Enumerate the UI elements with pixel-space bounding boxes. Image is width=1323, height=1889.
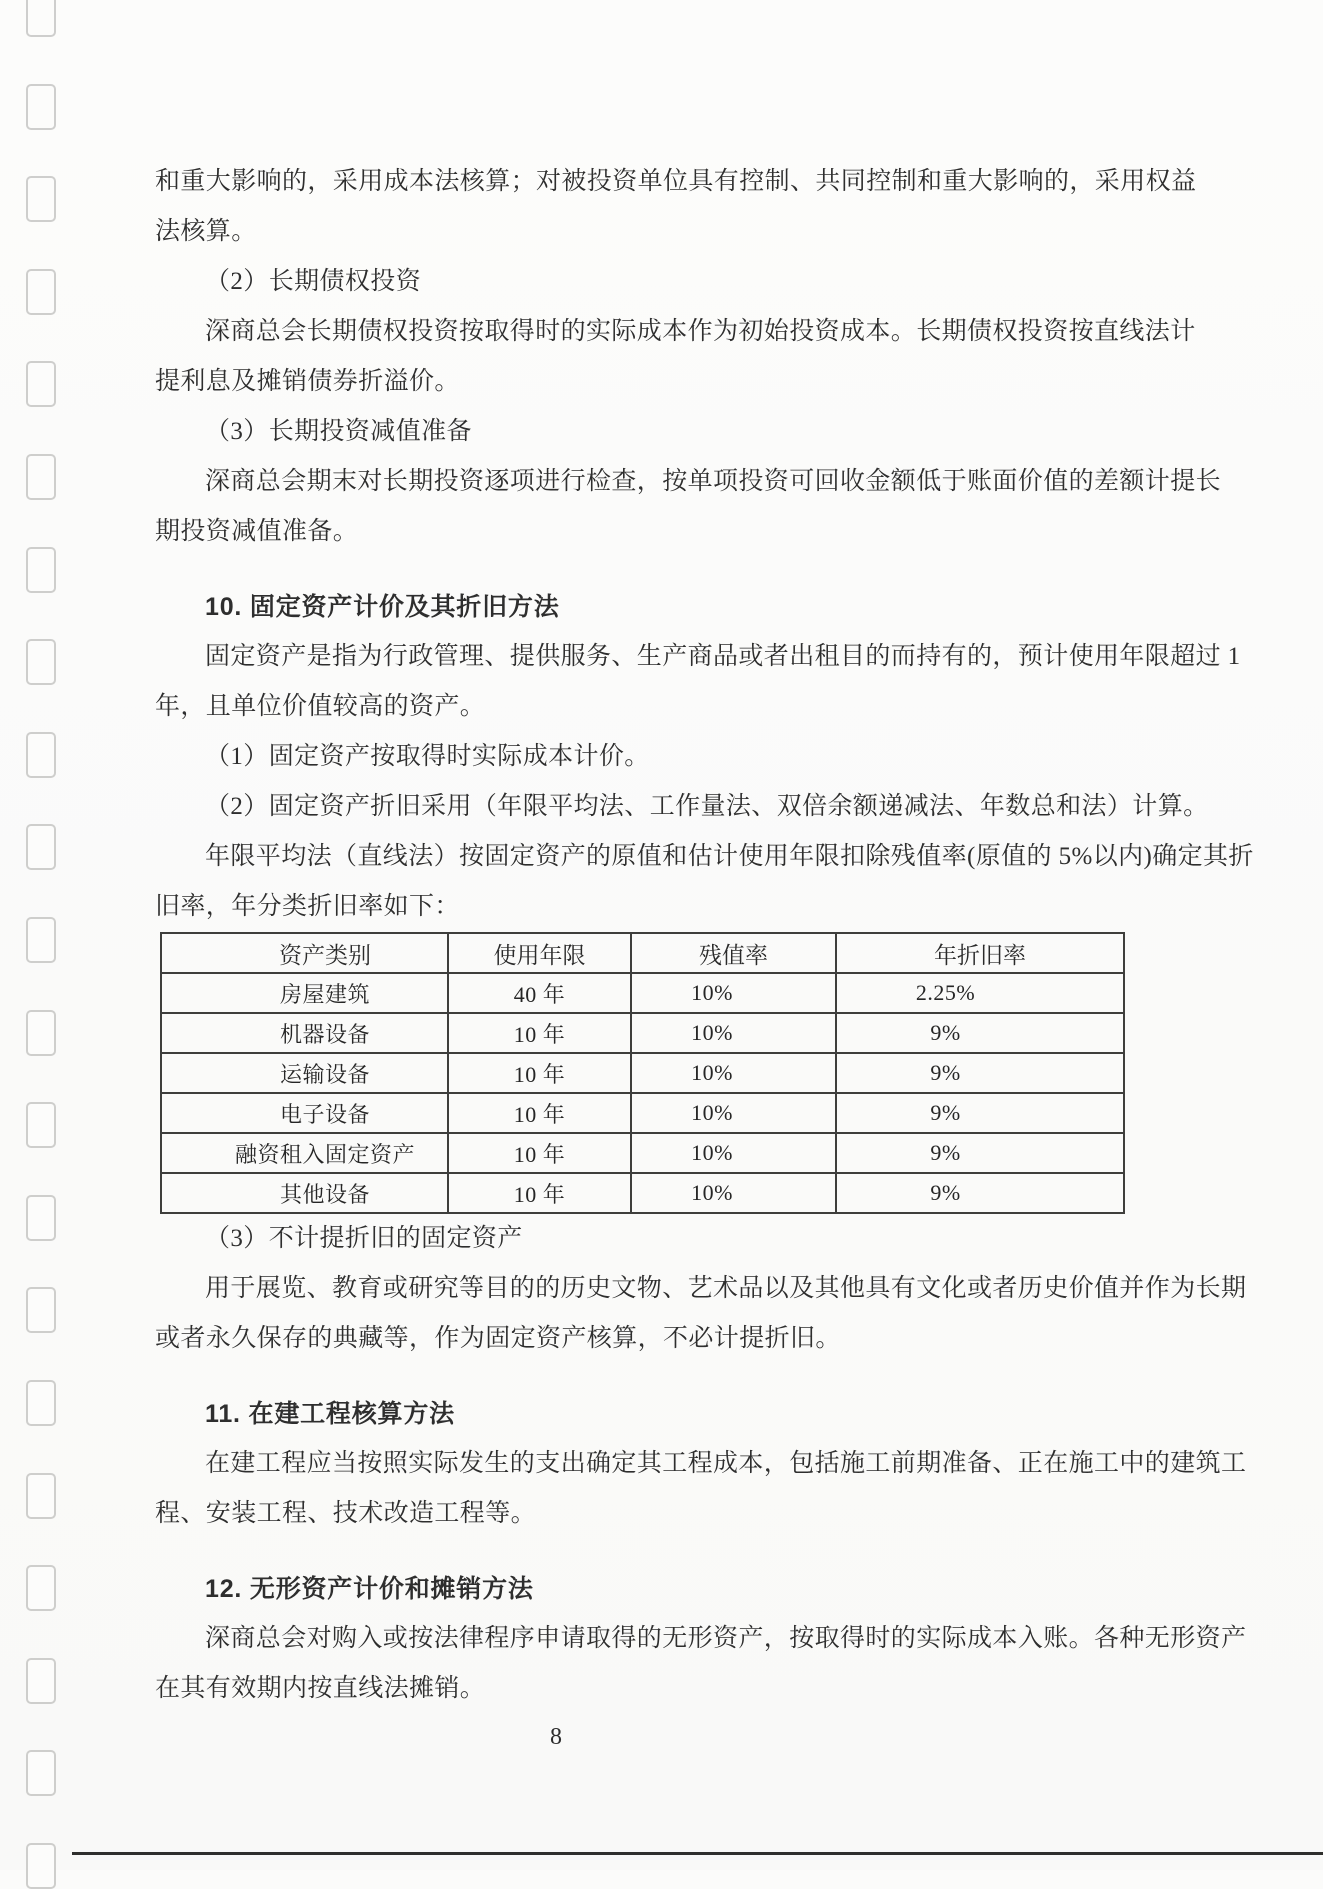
binding-hole [26, 1658, 56, 1704]
binding-hole [26, 361, 56, 407]
binding-hole [26, 639, 56, 685]
depreciation-rate-table [160, 932, 1125, 1214]
binding-hole [26, 0, 56, 37]
text-line: （3）不计提折旧的固定资产 [205, 1225, 523, 1252]
text-line: 深商总会期末对长期投资逐项进行检查，按单项投资可回收金额低于账面价值的差额计提长 [205, 468, 1222, 495]
section-heading: 10. 固定资产计价及其折旧方法 [205, 593, 560, 621]
table-cell: 10 年 [448, 1053, 631, 1093]
table-header-cell: 使用年限 [448, 933, 631, 973]
binding-hole [26, 1843, 56, 1889]
table-cell: 运输设备 [161, 1053, 448, 1093]
table-cell: 电子设备 [161, 1093, 448, 1133]
text-line: 和重大影响的，采用成本法核算；对被投资单位具有控制、共同控制和重大影响的，采用权益 [155, 168, 1197, 195]
text-line: 年限平均法（直线法）按固定资产的原值和估计使用年限扣除残值率(原值的 5%以内)确定其折 [205, 843, 1254, 870]
table-cell: 2.25% [836, 973, 1124, 1013]
table-cell: 9% [836, 1053, 1124, 1093]
page-number: 8 [550, 1724, 562, 1750]
binding-hole [26, 1565, 56, 1611]
table-cell: 其他设备 [161, 1173, 448, 1213]
document-body [155, 157, 1254, 1714]
table-cell: 10% [631, 1093, 836, 1133]
binding-hole [26, 269, 56, 315]
section-heading: 11. 在建工程核算方法 [205, 1400, 455, 1428]
table-cell: 40 年 [448, 973, 631, 1013]
table-cell: 10% [631, 1053, 836, 1093]
text-line: 用于展览、教育或研究等目的的历史文物、艺术品以及其他具有文化或者历史价值并作为长期 [205, 1275, 1247, 1302]
text-block-before-table [155, 157, 1254, 932]
text-line: 法核算。 [155, 218, 257, 245]
text-line: （2）固定资产折旧采用（年限平均法、工作量法、双倍余额递减法、年数总和法）计算。 [205, 793, 1209, 820]
binding-hole [26, 732, 56, 778]
text-block-after-table [155, 1214, 1247, 1714]
text-line: 程、安装工程、技术改造工程等。 [155, 1500, 537, 1527]
table-cell: 10% [631, 1173, 836, 1213]
table-cell: 9% [836, 1173, 1124, 1213]
binding-hole [26, 1010, 56, 1056]
section-heading: 12. 无形资产计价和摊销方法 [205, 1575, 534, 1603]
table-row [161, 1133, 1124, 1173]
table-row [161, 1093, 1124, 1133]
binding-hole [26, 176, 56, 222]
text-line: （2）长期债权投资 [205, 268, 422, 295]
table-cell: 10% [631, 1133, 836, 1173]
table-cell: 10 年 [448, 1173, 631, 1213]
binding-hole [26, 824, 56, 870]
binding-hole [26, 1750, 56, 1796]
text-line: 深商总会对购入或按法律程序申请取得的无形资产，按取得时的实际成本入账。各种无形资产 [205, 1625, 1247, 1652]
bottom-scan-rule [72, 1852, 1323, 1855]
text-line: 提利息及摊销债券折溢价。 [155, 368, 460, 395]
table-cell: 9% [836, 1013, 1124, 1053]
table-row [161, 1053, 1124, 1093]
table-header-row [161, 933, 1124, 973]
text-line: 深商总会长期债权投资按取得时的实际成本作为初始投资成本。长期债权投资按直线法计 [205, 318, 1196, 345]
table-header-cell: 年折旧率 [836, 933, 1124, 973]
text-line: 在其有效期内按直线法摊销。 [155, 1675, 486, 1702]
table-cell: 机器设备 [161, 1013, 448, 1053]
binding-hole [26, 84, 56, 130]
table-row [161, 1013, 1124, 1053]
binding-hole [26, 1380, 56, 1426]
table-header-cell: 残值率 [631, 933, 836, 973]
text-line: 旧率，年分类折旧率如下： [155, 893, 460, 920]
binding-hole [26, 1473, 56, 1519]
table-cell: 9% [836, 1133, 1124, 1173]
table-cell: 融资租入固定资产 [161, 1133, 448, 1173]
table-cell: 10% [631, 1013, 836, 1053]
table-cell: 10 年 [448, 1093, 631, 1133]
table-row [161, 1173, 1124, 1213]
text-line: 或者永久保存的典藏等，作为固定资产核算，不必计提折旧。 [155, 1325, 841, 1352]
table-cell: 9% [836, 1093, 1124, 1133]
binding-hole [26, 1102, 56, 1148]
table-cell: 房屋建筑 [161, 973, 448, 1013]
binding-hole [26, 547, 56, 593]
text-line: 固定资产是指为行政管理、提供服务、生产商品或者出租目的而持有的，预计使用年限超过 1 [205, 643, 1241, 670]
binding-hole [26, 454, 56, 500]
text-line: 在建工程应当按照实际发生的支出确定其工程成本，包括施工前期准备、正在施工中的建筑工 [205, 1450, 1247, 1477]
binding-hole [26, 1287, 56, 1333]
text-line: 期投资减值准备。 [155, 518, 359, 545]
binding-hole [26, 1195, 56, 1241]
table-cell: 10% [631, 973, 836, 1013]
table-cell: 10 年 [448, 1013, 631, 1053]
text-line: 年，且单位价值较高的资产。 [155, 693, 486, 720]
table-header-cell: 资产类别 [161, 933, 448, 973]
text-line: （1）固定资产按取得时实际成本计价。 [205, 743, 650, 770]
table-row [161, 973, 1124, 1013]
table-cell: 10 年 [448, 1133, 631, 1173]
text-line: （3）长期投资减值准备 [205, 418, 472, 445]
binding-hole [26, 917, 56, 963]
